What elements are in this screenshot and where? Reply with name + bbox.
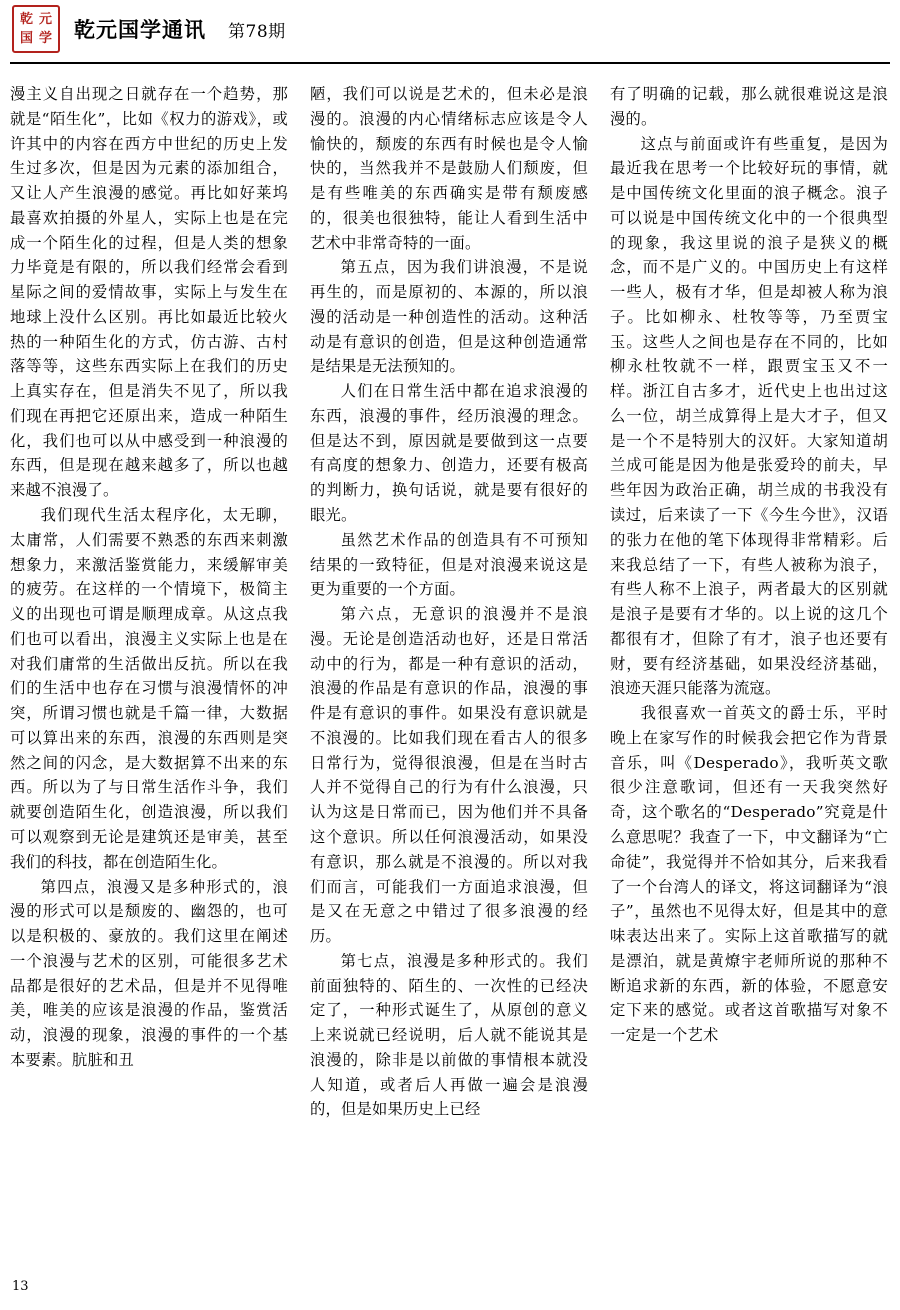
- paragraph: 第七点，浪漫是多种形式的。我们前面独特的、陌生的、一次性的已经决定了，一种形式诞生了，从原创的意义上来说就已经说明，后人就不能说其是浪漫的，除非是以前做的事情根本就没人知道，或者后人再做一遍会是浪漫的，但是如果历史上已经: [310, 951, 588, 1119]
- text-column-1: [10, 82, 288, 1242]
- masthead: [0, 0, 900, 58]
- article-body: [10, 82, 890, 1242]
- paragraph: 这点与前面或许有些重复，是因为最近我在思考一个比较好玩的事情，就是中国传统文化里面的浪子概念。浪子可以说是中国传统文化中的一个很典型的现象，我这里说的浪子是狭义的概念，而不是广义的。中国历史上有这样一些人，极有才华，但是却被人称为浪子。比如柳永、杜牧等等，乃至贾宝玉。这些人之间也是存在不同的，比如柳永杜牧就不一样，跟贾宝玉又不一样。浙江自古多才，近代史上也出过这么一位，胡兰成算得上是大才子，但又是一个不是特别大的汉奸。大家知道胡兰成可能是因为他是张爱玲的前夫，早些年因为政治正确，胡兰成的书我没有读过，后来读了一下《今生今世》，汉语的张力在他的笔下体现得非常精彩。后来我总结了一下，有些人被称为浪子，有些人称不上浪子，两者最大的区别就是浪子是要有才华的。以上说的这几个都很有才，但除了有才，浪子也还要有财，要有经济基础，如果没经济基础，浪迹天涯只能落为流寇。: [610, 134, 888, 698]
- seal-char-1: 乾: [19, 12, 33, 27]
- issue-number: 第78期: [228, 21, 286, 42]
- paragraph: 虽然艺术作品的创造具有不可预知结果的一致特征，但是对浪漫来说这是更为重要的一个方面。: [310, 530, 588, 599]
- text-column-3: [610, 82, 888, 1242]
- publication-title: 乾元国学通讯: [74, 17, 206, 42]
- paragraph: 我们现代生活太程序化，太无聊，太庸常，人们需要不熟悉的东西来刺激想象力，来激活鉴赏能力，来缓解审美的疲劳。在这样的一个情境下，极简主义的出现也可谓是顺理成章。从这点我们也可以看出，浪漫主义实际上也是在对我们庸常的生活做出反抗。所以在我们的生活中也存在习惯与浪漫情怀的冲突，所谓习惯也就是千篇一律，大数据可以算出来的东西，浪漫的东西则是突然之间的闪念，是大数据算不出来的东西。所以为了与日常生活作斗争，我们就要创造陌生化，创造浪漫，所以我们可以观察到无论是建筑还是审美，甚至我们的科技，都在创造陌生化。: [10, 506, 288, 871]
- text-column-2: [310, 82, 588, 1242]
- paragraph: 第五点，因为我们讲浪漫，不是说再生的，而是原初的、本源的，所以浪漫的活动是一种创造性的活动。这种活动是有意识的创造，但是这种创造通常是结果是无法预知的。: [310, 258, 588, 376]
- paragraph: 第六点，无意识的浪漫并不是浪漫。无论是创造活动也好，还是日常活动中的行为，都是一种有意识的活动，浪漫的作品是有意识的作品，浪漫的事件是有意识的事件。如果没有意识就是不浪漫的。比如我们现在看古人的很多日常行为，觉得很浪漫，但是在当时古人并不觉得自己的行为有什么浪漫，只认为这是日常而已，因为他们并不具备这个意识。所以任何浪漫活动，如果没有意识，那么就是不浪漫的。所以对我们而言，可能我们一方面追求浪漫，但是又在无意之中错过了很多浪漫的经历。: [310, 605, 588, 946]
- paragraph: 人们在日常生活中都在追求浪漫的东西，浪漫的事件，经历浪漫的理念。但是达不到，原因就是要做到这一点要有高度的想象力、创造力，还要有极高的判断力，换句话说，就是要有很好的眼光。: [310, 382, 588, 525]
- seal-char-2: 元: [38, 12, 52, 27]
- paragraph: 我很喜欢一首英文的爵士乐，平时晚上在家写作的时候我会把它作为背景音乐，叫《Desperado》，我听英文歌很少注意歌词，但还有一天我突然好奇，这个歌名的“Desperado”究竟是什么意思呢？我查了一下，中文翻译为“亡命徒”，我觉得并不恰如其分，后来我看了一个台湾人的译文，将这词翻译为“浪子”，虽然也不见得太好，但是其中的意味表达出来了。实际上这首歌描写的就是漂泊，就是黄燎宇老师所说的那种不断追求新的东西，新的体验，不愿意安定下来的感觉。或者这首歌描写对象不一定是一个艺术: [610, 704, 888, 1045]
- seal-char-3: 国: [19, 31, 33, 46]
- header-divider: [10, 62, 890, 64]
- paragraph: 有了明确的记载，那么就很难说这是浪漫的。: [610, 85, 888, 128]
- seal-icon: [12, 5, 60, 53]
- paragraph: 陋，我们可以说是艺术的，但未必是浪漫的。浪漫的内心情绪标志应该是令人愉快的，颓废的东西有时候也是令人愉快的，当然我并不是鼓励人们颓废，但是有些唯美的东西确实是带有颓废感的，很美也很独特，能让人看到生活中艺术中非常奇特的一面。: [310, 85, 588, 252]
- paragraph: 漫主义自出现之日就存在一个趋势，那就是“陌生化”，比如《权力的游戏》，或许其中的内容在西方中世纪的历史上发生过多次，但是因为元素的添加组合，又让人产生浪漫的感觉。再比如好莱坞最喜欢拍摄的外星人，实际上也是在完成一个陌生化的过程，但是人类的想象力毕竟是有限的，所以我们经常会看到星际之间的爱情故事，实际上与发生在地球上没什么区别。再比如最近比较火热的一种陌生化的方式，仿古游、古村落等等，这些东西实际上在我们的历史上真实存在，但是消失不见了，所以我们现在再把它还原出来，造成一种陌生化，我们也可以从中感受到一种浪漫的东西，但是现在越来越多了，所以也越来越不浪漫了。: [10, 85, 288, 500]
- page-number: 13: [12, 1279, 29, 1294]
- paragraph: 第四点，浪漫又是多种形式的，浪漫的形式可以是颓废的、幽怨的，也可以是积极的、豪放的。我们这里在阐述一个浪漫与艺术的区别，可能很多艺术品都是很好的艺术品，但是并不见得唯美，唯美的应该是浪漫的作品，鉴赏活动，浪漫的现象，浪漫的事件的一个基本要素。肮脏和丑: [10, 877, 288, 1069]
- seal-char-4: 学: [38, 31, 52, 46]
